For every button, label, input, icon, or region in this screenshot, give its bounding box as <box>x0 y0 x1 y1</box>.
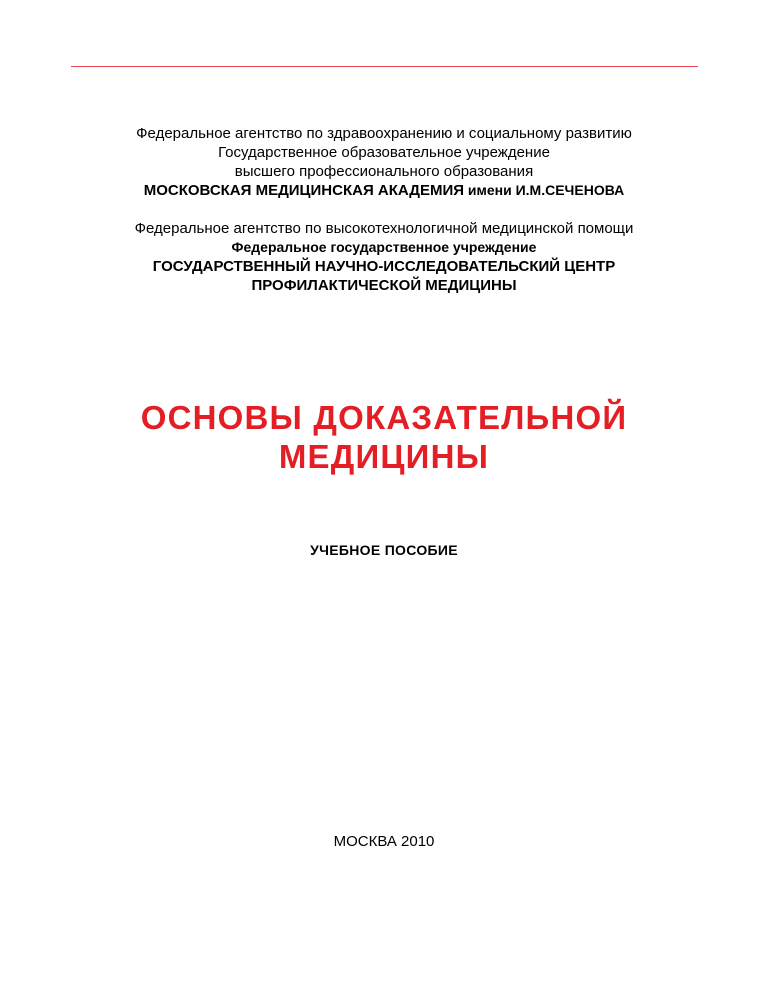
academy-name-line <box>0 183 768 198</box>
book-title-line-1: ОСНОВЫ ДОКАЗАТЕЛЬНОЙ <box>140 399 628 436</box>
institution-type-line: Государственное образовательное учреждение <box>218 144 550 161</box>
book-title-line-2: МЕДИЦИНЫ <box>278 438 490 475</box>
research-center-line: ГОСУДАРСТВЕННЫЙ НАУЧНО-ИССЛЕДОВАТЕЛЬСКИЙ ЦЕНТР <box>152 258 616 275</box>
top-rule <box>71 66 698 67</box>
agency-line: Федеральное агентство по высокотехнологичной медицинской помощи <box>134 220 634 237</box>
ministry-line: Федеральное агентство по здравоохранению и социальному развитию <box>136 125 632 142</box>
academy-named-after: имени И.М.СЕЧЕНОВА <box>464 182 625 198</box>
book-subtitle: УЧЕБНОЕ ПОСОБИЕ <box>310 542 458 558</box>
education-level-line: высшего профессионального образования <box>234 163 534 180</box>
academy-name: МОСКОВСКАЯ МЕДИЦИНСКАЯ АКАДЕМИЯ <box>143 182 465 199</box>
federal-institution-line: Федеральное государственное учреждение <box>231 239 537 255</box>
city-year: МОСКВА 2010 <box>333 833 435 850</box>
research-center-line-2: ПРОФИЛАКТИЧЕСКОЙ МЕДИЦИНЫ <box>251 277 517 294</box>
